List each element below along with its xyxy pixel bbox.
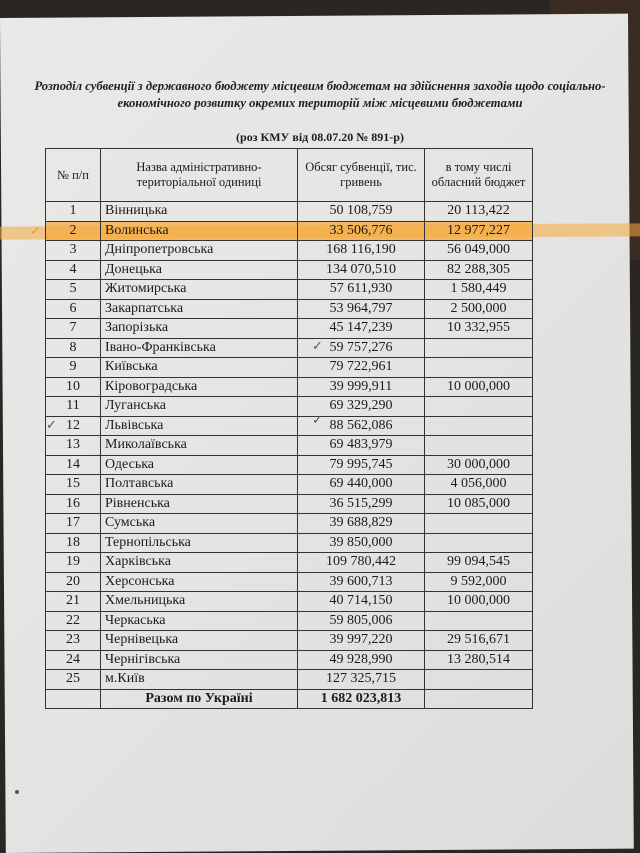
check-mark-icon: ✓ xyxy=(312,412,323,427)
row-number: 24 xyxy=(46,650,101,670)
subvention-total: 39 600,713 xyxy=(298,572,425,592)
subvention-total: 79 722,961 xyxy=(298,358,425,378)
regional-budget xyxy=(425,416,533,436)
subvention-total: 49 928,990 xyxy=(298,650,425,670)
subvention-total: 69 483,979 xyxy=(298,436,425,456)
row-number: 10 xyxy=(46,377,101,397)
subvention-total: 39 850,000 xyxy=(298,533,425,553)
table-row xyxy=(46,338,533,358)
row-number: 8 xyxy=(46,338,101,358)
table-row xyxy=(46,202,533,222)
region-name: Тернопільська xyxy=(101,533,298,553)
table-row xyxy=(46,241,533,261)
table-row xyxy=(46,514,533,534)
regional-budget: 9 592,000 xyxy=(425,572,533,592)
row-number: 7 xyxy=(46,319,101,339)
regional-budget: 10 085,000 xyxy=(425,494,533,514)
table-header xyxy=(46,149,533,202)
check-mark-icon: ✓ xyxy=(312,338,323,353)
regional-budget: 10 000,000 xyxy=(425,377,533,397)
region-name: Сумська xyxy=(101,514,298,534)
regional-budget: 56 049,000 xyxy=(425,241,533,261)
subvention-total: 39 999,911 xyxy=(298,377,425,397)
subvention-total: 59 805,006 xyxy=(298,611,425,631)
table-row xyxy=(46,358,533,378)
region-name: Луганська xyxy=(101,397,298,417)
regional-budget xyxy=(425,358,533,378)
regional-budget xyxy=(425,533,533,553)
subvention-total: 69 440,000 xyxy=(298,475,425,495)
row-number: 23 xyxy=(46,631,101,651)
table-row xyxy=(46,611,533,631)
row-number: 13 xyxy=(46,436,101,456)
regional-budget: 1 580,449 xyxy=(425,280,533,300)
region-name: Одеська xyxy=(101,455,298,475)
region-name: Вінницька xyxy=(101,202,298,222)
regional-budget: 13 280,514 xyxy=(425,650,533,670)
subvention-total: 33 506,776 xyxy=(298,221,425,241)
regional-budget xyxy=(425,514,533,534)
region-name: Волинська xyxy=(101,221,298,241)
row-number: 12 xyxy=(46,416,101,436)
regional-budget: 10 332,955 xyxy=(425,319,533,339)
row-number: 20 xyxy=(46,572,101,592)
region-name: Харківська xyxy=(101,553,298,573)
regional-budget: 10 000,000 xyxy=(425,592,533,612)
table-row xyxy=(46,221,533,241)
row-number: 9 xyxy=(46,358,101,378)
regional-budget: 99 094,545 xyxy=(425,553,533,573)
region-name: Львівська xyxy=(101,416,298,436)
regional-budget: 82 288,305 xyxy=(425,260,533,280)
subvention-total: 109 780,442 xyxy=(298,553,425,573)
regional-budget xyxy=(425,338,533,358)
table-row xyxy=(46,455,533,475)
table-row xyxy=(46,280,533,300)
total-label: Разом по Україні xyxy=(101,689,298,709)
regional-budget xyxy=(425,670,533,690)
row-number: 15 xyxy=(46,475,101,495)
subvention-total: 134 070,510 xyxy=(298,260,425,280)
row-number: 25 xyxy=(46,670,101,690)
regional-total xyxy=(425,689,533,709)
subvention-total: 69 329,290 xyxy=(298,397,425,417)
regional-budget xyxy=(425,436,533,456)
regional-budget: 12 977,227 xyxy=(425,221,533,241)
region-name: Дніпропетровська xyxy=(101,241,298,261)
region-name: Полтавська xyxy=(101,475,298,495)
regional-budget: 20 113,422 xyxy=(425,202,533,222)
row-number: 19 xyxy=(46,553,101,573)
region-name: Київська xyxy=(101,358,298,378)
document-title: Розподіл субвенції з державного бюджету місцевим бюджетам на здійснення заходів щодо соціально-економічного розвитку окремих територій між місцевими бюджетами xyxy=(34,79,606,110)
subvention-total: 36 515,299 xyxy=(298,494,425,514)
table-row xyxy=(46,572,533,592)
subvention-total: 39 688,829 xyxy=(298,514,425,534)
grand-total: 1 682 023,813 xyxy=(298,689,425,709)
column-header-regional: в тому числі обласний бюджет xyxy=(425,149,533,202)
table-row xyxy=(46,260,533,280)
table-row xyxy=(46,377,533,397)
row-number: 14 xyxy=(46,455,101,475)
subvention-total: 57 611,930 xyxy=(298,280,425,300)
row-number: 17 xyxy=(46,514,101,534)
region-name: м.Київ xyxy=(101,670,298,690)
document-subtitle: (роз КМУ від 08.07.20 № 891-р) xyxy=(236,130,404,144)
subvention-total: 127 325,715 xyxy=(298,670,425,690)
subvention-total: 79 995,745 xyxy=(298,455,425,475)
subvention-total: 53 964,797 xyxy=(298,299,425,319)
regional-budget xyxy=(425,397,533,417)
row-number: 4 xyxy=(46,260,101,280)
total-row xyxy=(46,689,533,709)
table-row xyxy=(46,475,533,495)
subvention-total: 40 714,150 xyxy=(298,592,425,612)
empty-cell xyxy=(46,689,101,709)
regional-budget xyxy=(425,611,533,631)
table-row xyxy=(46,553,533,573)
row-number: 2 xyxy=(46,221,101,241)
subvention-total: 45 147,239 xyxy=(298,319,425,339)
region-name: Миколаївська xyxy=(101,436,298,456)
subvention-total: 59 757,276 xyxy=(298,338,425,358)
paper-spot xyxy=(15,790,19,794)
region-name: Кіровоградська xyxy=(101,377,298,397)
subvention-total: 39 997,220 xyxy=(298,631,425,651)
table-row xyxy=(46,533,533,553)
region-name: Херсонська xyxy=(101,572,298,592)
region-name: Івано-Франківська xyxy=(101,338,298,358)
row-number: 16 xyxy=(46,494,101,514)
region-name: Черкаська xyxy=(101,611,298,631)
row-number: 18 xyxy=(46,533,101,553)
table-row xyxy=(46,436,533,456)
subvention-table xyxy=(45,148,533,709)
table-row xyxy=(46,592,533,612)
region-name: Хмельницька xyxy=(101,592,298,612)
table-row xyxy=(46,299,533,319)
row-number: 3 xyxy=(46,241,101,261)
check-mark-icon: ✓ xyxy=(46,417,57,432)
table-row xyxy=(46,319,533,339)
table-row xyxy=(46,670,533,690)
column-header-total: Обсяг субвенції, тис. гривень xyxy=(298,149,425,202)
column-header-number: № п/п xyxy=(46,149,101,202)
table-row xyxy=(46,494,533,514)
row-number: 6 xyxy=(46,299,101,319)
regional-budget: 2 500,000 xyxy=(425,299,533,319)
subvention-total: 168 116,190 xyxy=(298,241,425,261)
region-name: Рівненська xyxy=(101,494,298,514)
row-number: 11 xyxy=(46,397,101,417)
table-row xyxy=(46,650,533,670)
subvention-total: 88 562,086 xyxy=(298,416,425,436)
subvention-total: 50 108,759 xyxy=(298,202,425,222)
row-number: 21 xyxy=(46,592,101,612)
row-number: 22 xyxy=(46,611,101,631)
row-number: 5 xyxy=(46,280,101,300)
region-name: Чернігівська xyxy=(101,650,298,670)
region-name: Донецька xyxy=(101,260,298,280)
table-row xyxy=(46,631,533,651)
table-row xyxy=(46,416,533,436)
regional-budget: 29 516,671 xyxy=(425,631,533,651)
regional-budget: 30 000,000 xyxy=(425,455,533,475)
region-name: Чернівецька xyxy=(101,631,298,651)
table-row xyxy=(46,397,533,417)
region-name: Закарпатська xyxy=(101,299,298,319)
region-name: Запорізька xyxy=(101,319,298,339)
row-number: 1 xyxy=(46,202,101,222)
region-name: Житомирська xyxy=(101,280,298,300)
check-mark-icon: ✓ xyxy=(30,223,41,238)
column-header-name: Назва адміністративно-територіальної одиниці xyxy=(101,149,298,202)
regional-budget: 4 056,000 xyxy=(425,475,533,495)
